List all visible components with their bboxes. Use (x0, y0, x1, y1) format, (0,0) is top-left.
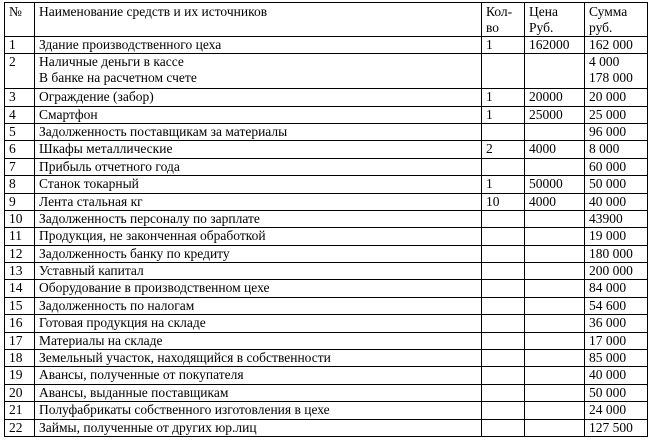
cell-price: 162000 (525, 37, 585, 54)
cell-name (35, 384, 482, 401)
cell-price (525, 419, 585, 436)
cell-qty (482, 315, 525, 332)
cell-qty (482, 332, 525, 349)
cell-name (35, 89, 482, 106)
cell-price: 50000 (525, 176, 585, 193)
cell-name-line: Продукция, не законченная обработкой (39, 228, 266, 244)
cell-sum-line: 60 000 (589, 158, 627, 174)
cell-sum (585, 419, 648, 436)
cell-num: 10 (5, 210, 35, 227)
cell-num: 4 (5, 106, 35, 123)
table-row (5, 37, 648, 54)
cell-sum (585, 402, 648, 419)
cell-price (525, 54, 585, 89)
cell-sum (585, 367, 648, 384)
table-row (5, 402, 648, 419)
cell-sum-line: 4 000 (589, 54, 620, 70)
table-header-row (5, 3, 648, 37)
cell-name (35, 419, 482, 436)
cell-sum-line: 40 000 (589, 367, 627, 383)
cell-sum-line: 40 000 (589, 193, 627, 209)
cell-sum (585, 210, 648, 227)
cell-sum-line: 85 000 (589, 350, 627, 366)
cell-name-line: Лента стальная кг (39, 193, 143, 209)
cell-num: 7 (5, 158, 35, 175)
table-row (5, 228, 648, 245)
cell-price: 4000 (525, 193, 585, 210)
cell-num: 1 (5, 37, 35, 54)
cell-name (35, 228, 482, 245)
cell-num: 20 (5, 384, 35, 401)
cell-qty (482, 245, 525, 262)
cell-sum (585, 228, 648, 245)
cell-price (525, 297, 585, 314)
cell-price (525, 158, 585, 175)
cell-sum (585, 37, 648, 54)
table-body (5, 37, 648, 437)
header-name: Наименование средств и их источников (35, 3, 482, 37)
cell-price (525, 245, 585, 262)
cell-name-line: В банке на расчетном счете (39, 70, 197, 86)
cell-name (35, 297, 482, 314)
cell-sum-line: 50 000 (589, 176, 627, 192)
cell-num: 22 (5, 419, 35, 436)
cell-name-line: Авансы, полученные от покупателя (39, 367, 244, 383)
cell-num: 17 (5, 332, 35, 349)
cell-name (35, 54, 482, 89)
cell-price (525, 367, 585, 384)
cell-num: 14 (5, 280, 35, 297)
cell-num: 12 (5, 245, 35, 262)
cell-price: 25000 (525, 106, 585, 123)
cell-name-line: Задолженность поставщикам за материалы (39, 123, 288, 139)
table-row (5, 384, 648, 401)
cell-name-line: Авансы, выданные поставщикам (39, 384, 229, 400)
cell-sum-line: 43900 (589, 210, 623, 226)
cell-sum-line: 96 000 (589, 123, 627, 139)
balance-items-table (4, 2, 648, 437)
cell-sum (585, 245, 648, 262)
cell-name-line: Ограждение (забор) (39, 89, 154, 105)
cell-sum (585, 123, 648, 140)
cell-qty (482, 123, 525, 140)
cell-qty (482, 350, 525, 367)
cell-name (35, 350, 482, 367)
cell-qty (482, 367, 525, 384)
cell-num: 6 (5, 141, 35, 158)
cell-price (525, 210, 585, 227)
cell-qty (482, 228, 525, 245)
cell-name-line: Наличные деньги в кассе (39, 54, 184, 70)
cell-name-line: Смартфон (39, 106, 98, 122)
header-sum: Сумма руб. (585, 3, 648, 37)
cell-sum-line: 54 600 (589, 297, 627, 313)
cell-sum-line: 200 000 (589, 263, 633, 279)
cell-qty: 10 (482, 193, 525, 210)
cell-sum (585, 89, 648, 106)
header-qty: Кол-во (482, 3, 525, 37)
cell-sum (585, 332, 648, 349)
cell-name (35, 158, 482, 175)
cell-qty (482, 280, 525, 297)
cell-price (525, 402, 585, 419)
table-row (5, 123, 648, 140)
table-row (5, 263, 648, 280)
cell-name-line: Здание производственного цеха (39, 37, 222, 52)
cell-price (525, 123, 585, 140)
cell-name-line: Полуфабрикаты собственного изготовления в цехе (39, 402, 330, 418)
cell-sum-line: 19 000 (589, 228, 627, 244)
cell-qty: 1 (482, 89, 525, 106)
table-row (5, 297, 648, 314)
cell-name (35, 176, 482, 193)
cell-name-line: Задолженность банку по кредиту (39, 245, 230, 261)
table-row (5, 193, 648, 210)
cell-name (35, 106, 482, 123)
cell-sum-line: 178 000 (589, 70, 633, 86)
cell-qty: 1 (482, 176, 525, 193)
cell-num: 2 (5, 54, 35, 89)
cell-price (525, 263, 585, 280)
cell-sum-line: 180 000 (589, 245, 633, 261)
table-row (5, 350, 648, 367)
cell-price (525, 350, 585, 367)
cell-sum-line: 17 000 (589, 332, 627, 348)
cell-price (525, 228, 585, 245)
cell-name (35, 37, 482, 54)
table-row (5, 106, 648, 123)
cell-sum-line: 84 000 (589, 280, 627, 296)
table-row (5, 315, 648, 332)
cell-sum (585, 384, 648, 401)
cell-sum-line: 36 000 (589, 315, 627, 331)
cell-qty (482, 402, 525, 419)
cell-num: 15 (5, 297, 35, 314)
cell-name-line: Задолженность по налогам (39, 297, 195, 313)
cell-price (525, 384, 585, 401)
cell-sum (585, 54, 648, 89)
cell-num: 19 (5, 367, 35, 384)
table-row (5, 54, 648, 89)
cell-num: 11 (5, 228, 35, 245)
cell-num: 8 (5, 176, 35, 193)
cell-sum-line: 8 000 (589, 141, 620, 157)
cell-name-line: Станок токарный (39, 176, 139, 192)
cell-sum (585, 297, 648, 314)
cell-num: 16 (5, 315, 35, 332)
cell-sum-line: 162 000 (589, 37, 633, 52)
cell-name-line: Шкафы металлические (39, 141, 173, 157)
cell-name-line: Задолженность персоналу по зарплате (39, 210, 260, 226)
cell-qty (482, 384, 525, 401)
cell-name-line: Земельный участок, находящийся в собственности (39, 350, 331, 366)
cell-name (35, 280, 482, 297)
cell-price: 4000 (525, 141, 585, 158)
cell-name (35, 245, 482, 262)
table-row (5, 332, 648, 349)
cell-name-line: Материалы на складе (39, 332, 163, 348)
cell-sum-line: 25 000 (589, 106, 627, 122)
header-num: № (5, 3, 35, 37)
table-row (5, 158, 648, 175)
cell-name-line: Уставный капитал (39, 263, 144, 279)
cell-name (35, 210, 482, 227)
cell-sum-line: 24 000 (589, 402, 627, 418)
cell-name (35, 193, 482, 210)
cell-sum (585, 106, 648, 123)
cell-name (35, 402, 482, 419)
cell-qty (482, 263, 525, 280)
header-price: Цена Руб. (525, 3, 585, 37)
cell-num: 21 (5, 402, 35, 419)
cell-qty (482, 297, 525, 314)
cell-name-line: Оборудование в производственном цехе (39, 280, 270, 296)
cell-sum-line: 50 000 (589, 384, 627, 400)
cell-num: 13 (5, 263, 35, 280)
cell-sum (585, 263, 648, 280)
cell-price: 20000 (525, 89, 585, 106)
cell-sum-line: 20 000 (589, 89, 627, 105)
cell-price (525, 315, 585, 332)
cell-sum (585, 176, 648, 193)
cell-qty (482, 419, 525, 436)
cell-num: 18 (5, 350, 35, 367)
cell-sum (585, 141, 648, 158)
cell-price (525, 280, 585, 297)
cell-name (35, 123, 482, 140)
table-row (5, 141, 648, 158)
table-row (5, 245, 648, 262)
cell-num: 3 (5, 89, 35, 106)
cell-sum (585, 158, 648, 175)
cell-sum (585, 280, 648, 297)
table-row (5, 89, 648, 106)
cell-qty: 2 (482, 141, 525, 158)
cell-name (35, 263, 482, 280)
cell-qty: 1 (482, 37, 525, 54)
table-row (5, 176, 648, 193)
cell-qty: 1 (482, 106, 525, 123)
table-row (5, 280, 648, 297)
table-row (5, 367, 648, 384)
cell-name-line: Прибыль отчетного года (39, 158, 180, 174)
table-row (5, 419, 648, 436)
cell-name (35, 367, 482, 384)
cell-sum (585, 315, 648, 332)
cell-qty (482, 210, 525, 227)
cell-num: 5 (5, 123, 35, 140)
cell-sum (585, 350, 648, 367)
cell-name (35, 141, 482, 158)
cell-qty (482, 54, 525, 89)
cell-price (525, 332, 585, 349)
cell-name-line: Займы, полученные от других юр.лиц (39, 419, 257, 435)
cell-qty (482, 158, 525, 175)
cell-name-line: Готовая продукция на складе (39, 315, 206, 331)
cell-name (35, 315, 482, 332)
cell-sum (585, 193, 648, 210)
cell-name (35, 332, 482, 349)
cell-sum-line: 127 500 (589, 419, 633, 435)
cell-num: 9 (5, 193, 35, 210)
table-row (5, 210, 648, 227)
